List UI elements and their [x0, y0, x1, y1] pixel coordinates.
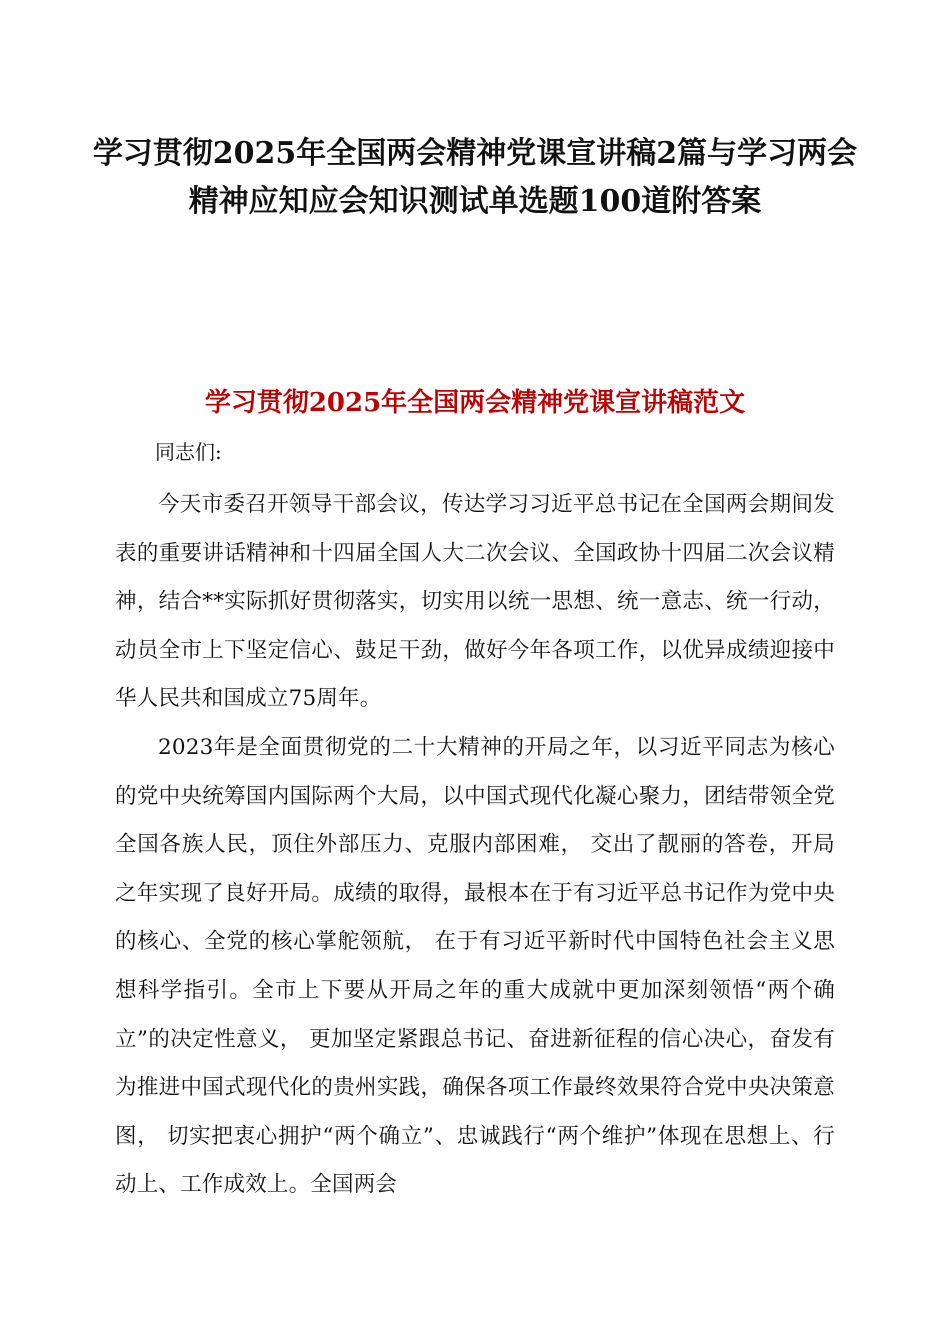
document-title: 学习贯彻2025年全国两会精神党课宣讲稿2篇与学习两会精神应知应会知识测试单选题100道附答案: [92, 136, 858, 219]
paragraph-2: 2023年是全面贯彻党的二十大精神的开局之年，以习近平同志为核心的党中央统筹国内国际两个大局，以中国式现代化凝心聚力，团结带领全党全国各族人民，顶住外部压力、克服内部困难， 交出了靓丽的答卷，开局之年实现了良好开局。成绩的取得，最根本在于有习近平总书记作为党中央的核心、全党的核心掌舵领航， 在于有习近平新时代中国特色社会主义思想科学指引。全市上下要从开局之年的重大成就中更加深刻领悟“两个确立”的决定性意义， 更加坚定紧跟总书记、奋进新征程的信心决心，奋发有为推进中国式现代化的贵州实践，确保各项工作最终效果符合党中央决策意图， 切实把衷心拥护“两个确立”、忠诚践行“两个维护”体现在思想上、行动上、工作成效上。全国两会: [115, 735, 835, 1198]
greeting: 同志们:: [155, 440, 222, 464]
paragraph-1: 今天市委召开领导干部会议，传达学习习近平总书记在全国两会期间发表的重要讲话精神和十四届全国人大二次会议、全国政协十四届二次会议精神，结合**实际抓好贯彻落实，切实用以统一思想、统一意志、统一行动，动员全市上下坚定信心、鼓足干劲，做好今年各项工作，以优异成绩迎接中华人民共和国成立75周年。: [115, 492, 835, 712]
section-title: 学习贯彻2025年全国两会精神党课宣讲稿范文: [204, 388, 746, 418]
